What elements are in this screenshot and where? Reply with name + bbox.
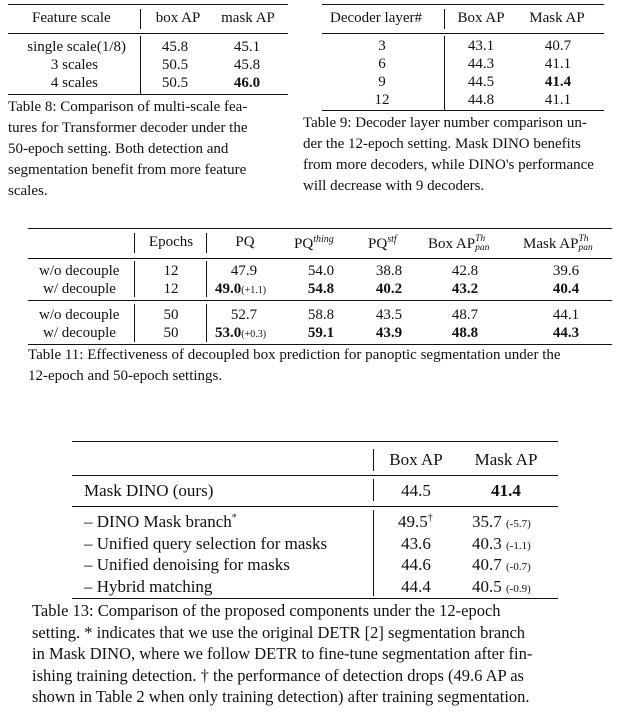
table-cell: – Unified denoising for masks [84,555,290,574]
table-cell: w/ decouple [43,325,116,341]
table-header: Mask AP Th pan [523,234,593,253]
table-cell: 46.0 [233,75,261,91]
table-cell: w/o decouple [39,263,120,279]
table-cell: 52.7 [230,307,258,323]
table-cell: 45.8 [161,39,189,55]
table-cell: 40.7 (-0.7) [472,555,531,574]
table-cell: 40.4 [552,281,580,297]
table-cell: 48.7 [451,307,479,323]
table-9-caption: Table 9: Decoder layer number comparison un- der the 12-epoch setting. Mask DINO benefits from more decoders, while DINO's performance will decrease with 9 decoders. [303,115,594,194]
table-cell: 41.1 [544,92,572,108]
table-cell: 4 scales [50,75,98,91]
table-cell: 43.1 [467,38,495,54]
table-header: Box AP [389,450,443,469]
table-header: Mask AP [529,10,585,26]
table-cell: 59.1 [307,325,335,341]
table-cell: 45.8 [233,57,261,73]
table-cell: 58.8 [307,307,335,323]
table-cell: 44.3 [552,325,580,341]
table-cell: 50 [163,325,179,341]
table-cell: 54.8 [307,281,335,297]
table-11-caption: Table 11: Effectiveness of decoupled box prediction for panoptic segmentation under the 12-epoch and 50-epoch settings. [28,347,561,384]
table-header: box AP [155,10,201,26]
table-header: $PQ^{stf}$ [368,234,397,252]
table-8-caption: Table 8: Comparison of multi-scale fea- tures for Transformer decoder under the 50-epoch setting. Both detection and segmentation benefit from more feature scales. [8,99,248,199]
table-cell: 50.5 [161,57,189,73]
table-cell: 3 [378,38,386,54]
table-cell: 44.6 [401,555,431,574]
table-cell: 50.5 [161,75,189,91]
table-cell: Mask DINO (ours) [84,481,214,500]
table-cell: 43.6 [401,534,431,553]
table-cell: 53.0(+0.3) [215,325,267,341]
table-cell: 40.3 (-1.1) [472,534,531,553]
table-cell: 3 scales [50,57,98,73]
table-cell: 41.4 [544,74,572,90]
table-cell: 35.7 (-5.7) [472,512,531,531]
table-cell: 41.1 [544,56,572,72]
table-header: Epochs [148,234,194,250]
table-header: Mask AP [474,450,538,469]
table-cell: – DINO Mask branch* [84,512,237,531]
table-cell: single scale(1/8) [27,39,126,55]
table-cell: 40.5 (-0.9) [472,577,531,596]
table-cell: 43.2 [451,281,479,297]
table-cell: 43.5 [375,307,403,323]
table-cell: 39.6 [552,263,580,279]
table-cell: 9 [378,74,386,90]
table-cell: 49.0(+1.1) [215,281,267,297]
table-header: $PQ^{thing}$ [294,234,334,252]
table-cell: 54.0 [307,263,335,279]
table-cell: – Unified query selection for masks [84,534,328,553]
table-header: mask AP [221,10,275,26]
table-cell: 44.5 [401,481,431,500]
table-cell: – Hybrid matching [84,577,213,596]
table-cell: 40.7 [544,38,572,54]
table-cell: 41.4 [491,481,521,500]
table-cell: 44.4 [401,577,431,596]
table-header: Box AP Th pan [428,234,490,253]
table-cell: 40.2 [375,281,403,297]
table-cell: w/o decouple [39,307,120,323]
table-cell: 47.9 [230,263,258,279]
table-13-caption: Table 13: Comparison of the proposed components under the 12-epoch setting. * indicates that we use the original DETR [2] segmentation branch in Mask DINO, where we follow DETR to fine-tune segmentation after fin- ishing training detection. † the performance of detection drops (49.6 AP as shown in Table 2 when only training detection) after training segmentation. [32,601,533,706]
table-cell: 42.8 [451,263,479,279]
table-header: Feature scale [32,10,111,26]
table-cell: 44.1 [552,307,580,323]
table-cell: 12 [374,92,390,108]
table-header: Box AP [457,10,505,26]
table-cell: w/ decouple [43,281,116,297]
table-cell: 38.8 [375,263,403,279]
table-cell: 45.1 [233,39,261,55]
table-cell: 44.8 [467,92,495,108]
table-cell: 49.5† [398,512,433,531]
table-cell: 44.5 [467,74,495,90]
table-cell: 6 [378,56,386,72]
table-cell: 12 [163,263,179,279]
table-cell: 50 [163,307,179,323]
table-cell: 48.8 [451,325,479,341]
table-cell: 12 [163,281,179,297]
table-cell: 44.3 [467,56,495,72]
table-header: Decoder layer# [330,10,423,26]
table-cell: 43.9 [375,325,403,341]
table-header: PQ [235,234,255,250]
